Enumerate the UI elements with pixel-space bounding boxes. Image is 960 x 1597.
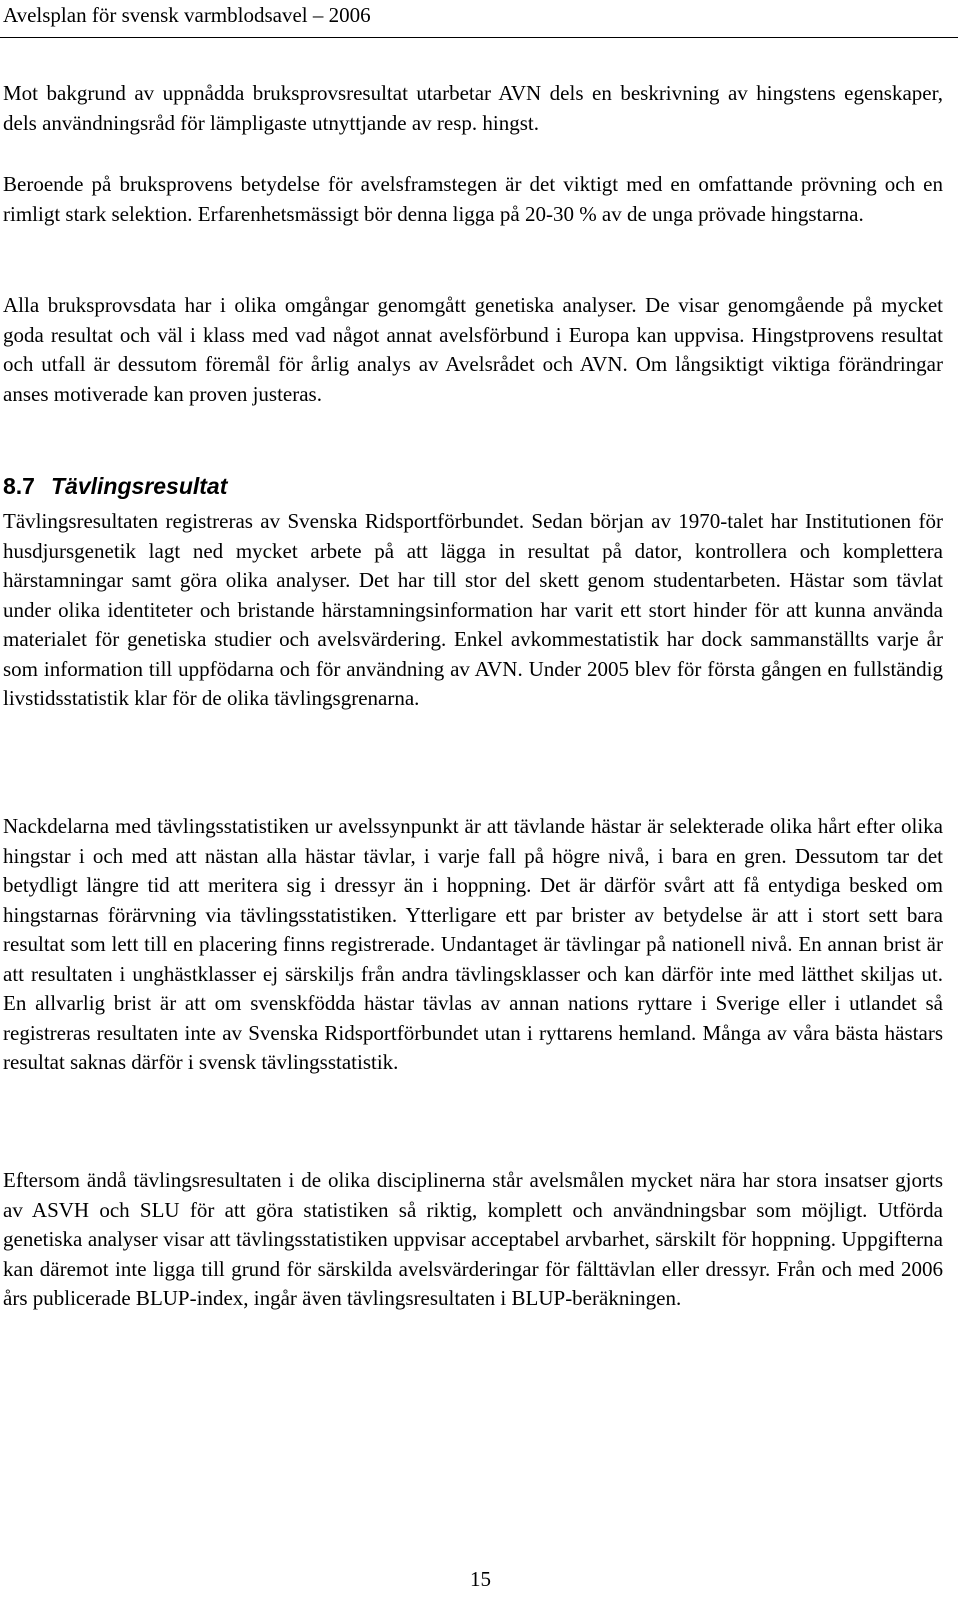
running-header: Avelsplan för svensk varmblodsavel – 2006 xyxy=(3,3,371,27)
paragraph-selektion: Beroende på bruksprovens betydelse för avelsframstegen är det viktigt med en omfattande prövning och en rimligt stark selektion. Erfarenhetsmässigt bör denna ligga på 20-30 % av de unga prövade hingstarna. xyxy=(3,172,943,226)
paragraph-bruksprov-beskrivning: Mot bakgrund av uppnådda bruksprovsresultat utarbetar AVN dels en beskrivning av hingstens egenskaper, dels användningsråd för lämpligaste utnyttjande av resp. hingst. xyxy=(3,81,943,135)
section-heading xyxy=(3,470,227,502)
paragraph-nackdelar: Nackdelarna med tävlingsstatistiken ur avelssynpunkt är att tävlande hästar är selekterade olika hårt efter olika hingstar i och med att nästan alla hästar tävlar, i varje fall på högre nivå, i bara en gren. Dessutom tar det betydligt längre tid att meritera sig i dressyr än i hoppning. Det är därför svårt att få entydiga besked om hingstarnas förärvning via tävlingsstatistiken. Ytterligare ett par brister av betydelse är att i stort sett bara resultat som lett till en placering finns registrerade. Undantaget är tävlingar på nationell nivå. En annan brist är att resultaten i unghästklasser ej särskiljs från andra tävlingsklasser och kan därför inte med lätthet skiljas ut. En allvarlig brist är att om svenskfödda hästar tävlas av annan nations ryttare i Sverige eller i utlandet så registreras resultaten inte av Svenska Ridsportförbundet utan i ryttarens hemland. Många av våra bästa hästars resultat saknas därför i svensk tävlingsstatistik. xyxy=(3,814,943,1074)
paragraph-genetiska-analyser: Alla bruksprovsdata har i olika omgångar genomgått genetiska analyser. De visar genomgående på mycket goda resultat och väl i klass med vad något annat avelsförbund i Europa kan uppvisa. Hingstprovens resultat och utfall är dessutom föremål för årlig analys av Avelsrådet och AVN. Om långsiktigt viktiga förändringar anses motiverade kan proven justeras. xyxy=(3,293,943,406)
section-title: Tävlingsresultat xyxy=(50,473,228,499)
paragraph-tavlingsresultat-registrering: Tävlingsresultaten registreras av Svenska Ridsportförbundet. Sedan början av 1970-talet har Institutionen för husdjursgenetik lagt ned mycket arbete på att lägga in resultat på dator, kontrollera och komplettera härstamningar samt göra olika analyser. Det har till stor del skett genom studentarbeten. Hästar som tävlat under olika identiteter och bristande härstamningsinformation har varit ett stort hinder för att kunna använda materialet för genetiska studier och avelsvärdering. Enkel avkommestatistik har dock sammanställts varje år som information till uppfödarna och för användning av AVN. Under 2005 blev för första gången en fullständig livstidsstatistik klar för de olika tävlingsgrenarna. xyxy=(3,509,943,710)
header-rule xyxy=(0,37,958,38)
paragraph-blup: Eftersom ändå tävlingsresultaten i de olika disciplinerna står avelsmålen mycket nära har stora insatser gjorts av ASVH och SLU för att göra statistiken så riktig, komplett och användningsbar som möjligt. Utförda genetiska analyser visar att tävlingsstatistiken uppvisar acceptabel arvbarhet, särskilt för hoppning. Uppgifterna kan däremot inte ligga till grund för särskilda avelsvärderingar för fälttävlan eller dressyr. Från och med 2006 års publicerade BLUP-index, ingår även tävlingsresultaten i BLUP-beräkningen. xyxy=(3,1168,943,1310)
section-number: 8.7 xyxy=(3,473,35,499)
page-number: 15 xyxy=(470,1567,491,1591)
